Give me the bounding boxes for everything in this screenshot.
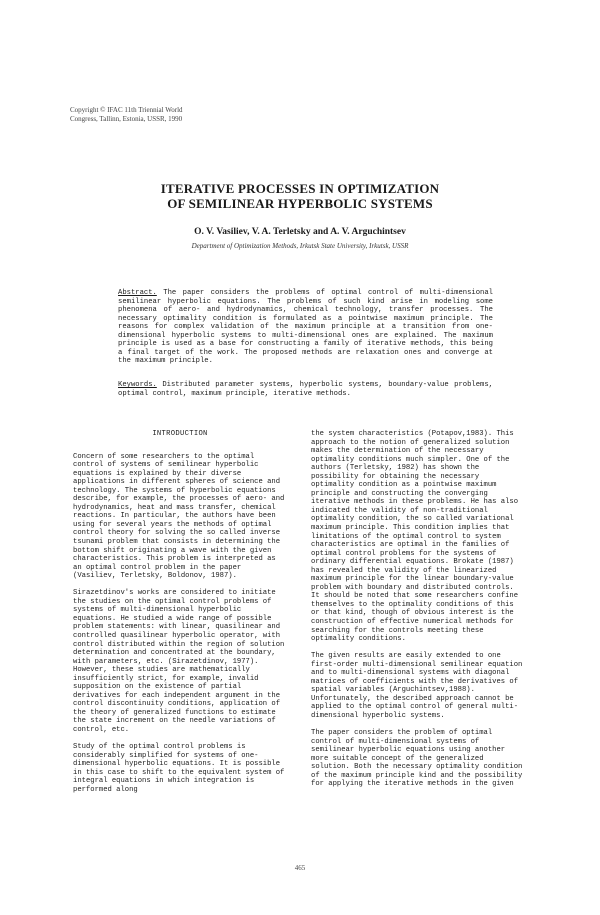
author-list: O. V. Vasiliev, V. A. Terletsky and A. V. Arguchintsev bbox=[194, 227, 406, 237]
abstract-label: Abstract. bbox=[118, 289, 157, 297]
title-line-2: OF SEMILINEAR HYPERBOLIC SYSTEMS bbox=[167, 196, 433, 211]
page-number: 465 bbox=[294, 864, 306, 872]
copyright-notice bbox=[70, 106, 290, 124]
paragraph: The paper considers the problem of optimal control of multi-dimensional systems of semilinear hyperbolic equations using another more suitable concept of the generalized solution. Both the necessary optimality condition of the maximum principle kind and the possibility for applying the iterative methods in the given bbox=[311, 729, 523, 789]
copyright-line-1: Copyright © IFAC 11th Triennial World bbox=[70, 106, 183, 114]
abstract-text: The paper considers the problems of optimal control of multi-dimensional semilinear hyperbolic equations. The problems of such kind arise in modeling some phenomena of aero- and hydrodynamics, chemical technology, transfer processes. The necessary optimality condition is formulated as a pointwise maximum principle. The reasons for complex validation of the maximum principle at a transition from one-dimensional hyperbolic systems to multi-dimensional ones are explained. The maximum principle is used as a base for constructing a family of iterative methods, this being a final target of the work. The proposed methods are relaxation ones and converge at the maximum principle. bbox=[118, 289, 493, 366]
section-heading-introduction: INTRODUCTION bbox=[152, 430, 208, 438]
title-line-1: ITERATIVE PROCESSES IN OPTIMIZATION bbox=[160, 181, 440, 196]
paragraph: Concern of some researchers to the optimal control of systems of semilinear hyperbolic equations is explained by their diverse applications in different spheres of science and technology. The systems of hyperbolic equations describe, for example, the processes of aero- and hydrodynamics, heat and mass transfer, chemical reactions. In particular, the authors have been using for several years the methods of optimal control theory for solving the so called inverse tsunami problem that consists in determining the bottom shift originating a wave with the given characteristics. This problem is interpreted as an optimal control problem in the paper (Vasiliev, Terletsky, Boldonov, 1987). bbox=[73, 452, 285, 581]
keywords-label: Keywords. bbox=[118, 381, 157, 389]
keywords-block bbox=[118, 381, 493, 398]
keywords-text: Distributed parameter systems, hyperbolic systems, boundary-value problems, optimal control, maximum principle, iterative methods. bbox=[118, 381, 493, 398]
left-column bbox=[73, 430, 287, 803]
copyright-line-2: Congress, Tallinn, Estonia, USSR, 1990 bbox=[70, 115, 183, 123]
right-column bbox=[311, 430, 525, 797]
paragraph: Study of the optimal control problems is considerably simplified for systems of one-dimensional hyperbolic equations. It is possible in this case to shift to the equivalent system of integral equations in which integration is performed along bbox=[73, 743, 285, 794]
author-affiliation: Department of Optimization Methods, Irkutsk State University, Irkutsk, USSR bbox=[191, 242, 409, 250]
paragraph: the system characteristics (Potapov,1983). This approach to the notion of generalized solution makes the determination of the necessary optimality conditions much simpler. One of the authors (Terletsky, 1982) has shown the possibility for obtaining the necessary optimality condition as a pointwise maximum principle and constructing the converging iterative methods in these problems. He has also indicated the validity of non-traditional optimality condition, the so called variational maximum principle. This condition implies that limitations of the optimal control to system characteristics are optimal in the families of optimal control problems for the systems of ordinary differential equations. Brokate (1987) has revealed the validity of the linearized maximum principle for the linear boundary-value problem with boundary and distributed controls. It should be noted that some researchers confine themselves to the optimality conditions of this or that kind, though of obvious interest is the construction of effective numerical methods for searching for the controls meeting these optimality conditions. bbox=[311, 430, 519, 644]
abstract-block bbox=[118, 289, 493, 366]
paper-title bbox=[0, 181, 600, 211]
paragraph: Sirazetdinov's works are considered to initiate the studies on the optimal control problems of systems of multi-dimensional hyperbolic equations. He studied a wide range of possible problem statements: with linear, quasilinear and controlled quasilinear hyperbolic operator, with control distributed within the region of solution determination and concentrated at the boundary, with parameters, etc. (Sirazetdinov, 1977). However, these studies are mathematically insufficiently strict, for example, invalid supposition on the existence of partial derivatives for each independent argument in the control discontinuity conditions, application of the theory of generalized functions to estimate the state increment on the needle variations of control, etc. bbox=[73, 589, 285, 734]
paragraph: The given results are easily extended to one first-order multi-dimensional semilinear equation and to multi-dimensional systems with diagonal matrices of coefficients with the derivatives of spatial variables (Arguchintsev,1988). Unfortunately, the described approach cannot be applied to the optimal control of general multi-dimensional hyperbolic systems. bbox=[311, 652, 523, 720]
